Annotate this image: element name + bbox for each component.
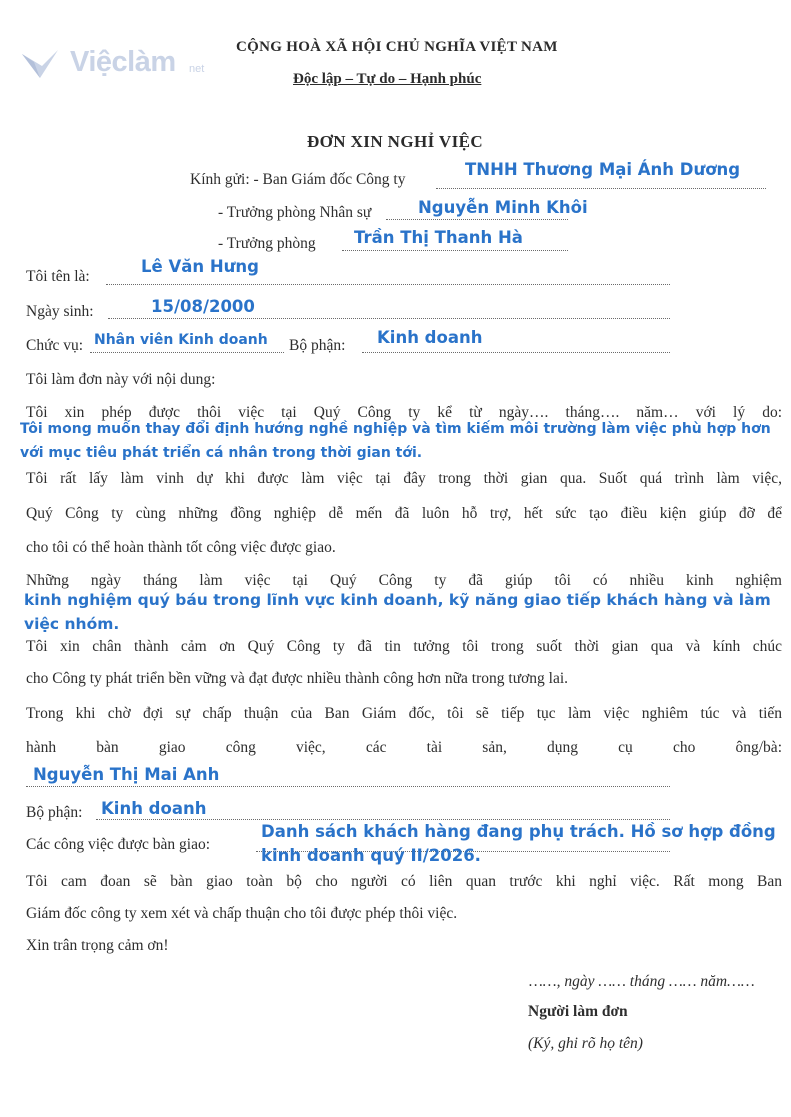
regards-text: Xin trân trọng cảm ơn! xyxy=(26,937,169,954)
handover-recipient-field[interactable]: Nguyễn Thị Mai Anh xyxy=(33,765,220,784)
date-line: ……, ngày …… tháng …… năm…… xyxy=(529,973,755,990)
company-dotted-line xyxy=(436,188,766,189)
dept-head-name-field[interactable]: Trần Thị Thanh Hà xyxy=(354,228,523,247)
gratitude-line-1: Tôi xin chân thành cảm ơn Quý Công ty đã tin tưởng tôi trong suốt thời gian qua và kính chúc xyxy=(26,638,782,655)
dob-field[interactable]: 15/08/2000 xyxy=(151,297,255,316)
experience-line: Những ngày tháng làm việc tại Quý Công ty đã giúp tôi có nhiều kinh nghiệm xyxy=(26,572,782,589)
handover-line-2: hành bàn giao công việc, các tài sản, dụng cụ cho ông/bà: xyxy=(26,739,782,756)
department-field[interactable]: Kinh doanh xyxy=(377,328,483,347)
recipient-dept-head-label: - Trưởng phòng xyxy=(218,235,316,252)
position-field[interactable]: Nhân viên Kinh doanh xyxy=(94,332,268,348)
dob-label: Ngày sinh: xyxy=(26,303,94,320)
applicant-name-field[interactable]: Lê Văn Hưng xyxy=(141,257,259,276)
company-name-field[interactable]: TNHH Thương Mại Ánh Dương xyxy=(465,160,741,179)
commitment-line-1: Tôi cam đoan sẽ bàn giao toàn bộ cho người có liên quan trước khi nghỉ việc. Rất mong Ban xyxy=(26,873,782,890)
thanks-line-3: cho tôi có thể hoàn thành tốt công việc được giao. xyxy=(26,539,336,556)
recipient-company-label: Kính gửi: - Ban Giám đốc Công ty xyxy=(190,171,406,188)
position-dotted-line xyxy=(90,352,284,353)
logo-suffix: net xyxy=(189,63,205,75)
signer-title: Người làm đơn xyxy=(528,1003,628,1020)
name-dotted-line xyxy=(106,284,670,285)
dept-head-dotted-line xyxy=(342,250,568,251)
applicant-name-label: Tôi tên là: xyxy=(26,268,90,285)
signer-note: (Ký, ghi rõ họ tên) xyxy=(528,1035,643,1052)
intro-text: Tôi làm đơn này với nội dung: xyxy=(26,371,216,388)
hr-name-field[interactable]: Nguyễn Minh Khôi xyxy=(418,198,588,217)
national-motto: Độc lập – Tự do – Hạnh phúc xyxy=(293,71,482,87)
national-title: CỘNG HOÀ XÃ HỘI CHỦ NGHĨA VIỆT NAM xyxy=(236,39,558,55)
recipient-hr-label: - Trưởng phòng Nhân sự xyxy=(218,204,372,221)
logo-brand: Việclàm xyxy=(70,46,176,78)
vieclam-logo-icon xyxy=(20,44,60,84)
position-label: Chức vụ: xyxy=(26,337,84,354)
hr-dotted-line xyxy=(386,219,568,220)
reason-field[interactable]: Tôi mong muốn thay đổi định hướng nghề nghiệp và tìm kiếm môi trường làm việc phù hợp hơn với mục tiêu phát triển cá nhân trong thời gian tới. xyxy=(20,421,771,461)
handover-tasks-label: Các công việc được bàn giao: xyxy=(26,836,211,853)
handover-department-field[interactable]: Kinh doanh xyxy=(101,799,207,818)
gratitude-line-2: cho Công ty phát triển bền vững và đạt được nhiều thành công hơn nữa trong tương lai. xyxy=(26,670,569,687)
experience-field[interactable]: kinh nghiệm quý báu trong lĩnh vực kinh doanh, kỹ năng giao tiếp khách hàng và làm việc nhóm. xyxy=(24,591,771,633)
dob-dotted-line xyxy=(108,318,670,319)
commitment-line-2: Giám đốc công ty xem xét và chấp thuận cho tôi được phép thôi việc. xyxy=(26,905,458,922)
thanks-line-1: Tôi rất lấy làm vinh dự khi được làm việc tại đây trong thời gian qua. Suốt quá trình làm việc, xyxy=(26,470,782,487)
department-dotted-line xyxy=(362,352,670,353)
request-line: Tôi xin phép được thôi việc tại Quý Công ty kể từ ngày…. tháng…. năm… với lý do: xyxy=(26,404,782,421)
handover-recipient-dotted-line xyxy=(26,786,670,787)
handover-tasks-field[interactable]: Danh sách khách hàng đang phụ trách. Hồ sơ hợp đồng kinh doanh quý II/2026. xyxy=(261,822,776,865)
thanks-line-2: Quý Công ty cùng những đồng nghiệp dễ mến đã luôn hỗ trợ, hết sức tạo điều kiện giúp đỡ để xyxy=(26,505,782,522)
handover-line-1: Trong khi chờ đợi sự chấp thuận của Ban Giám đốc, tôi sẽ tiếp tục làm việc nghiêm túc và tiến xyxy=(26,705,782,722)
handover-department-label: Bộ phận: xyxy=(26,804,83,821)
document-title: ĐƠN XIN NGHỈ VIỆC xyxy=(307,132,484,151)
department-label: Bộ phận: xyxy=(289,337,346,354)
